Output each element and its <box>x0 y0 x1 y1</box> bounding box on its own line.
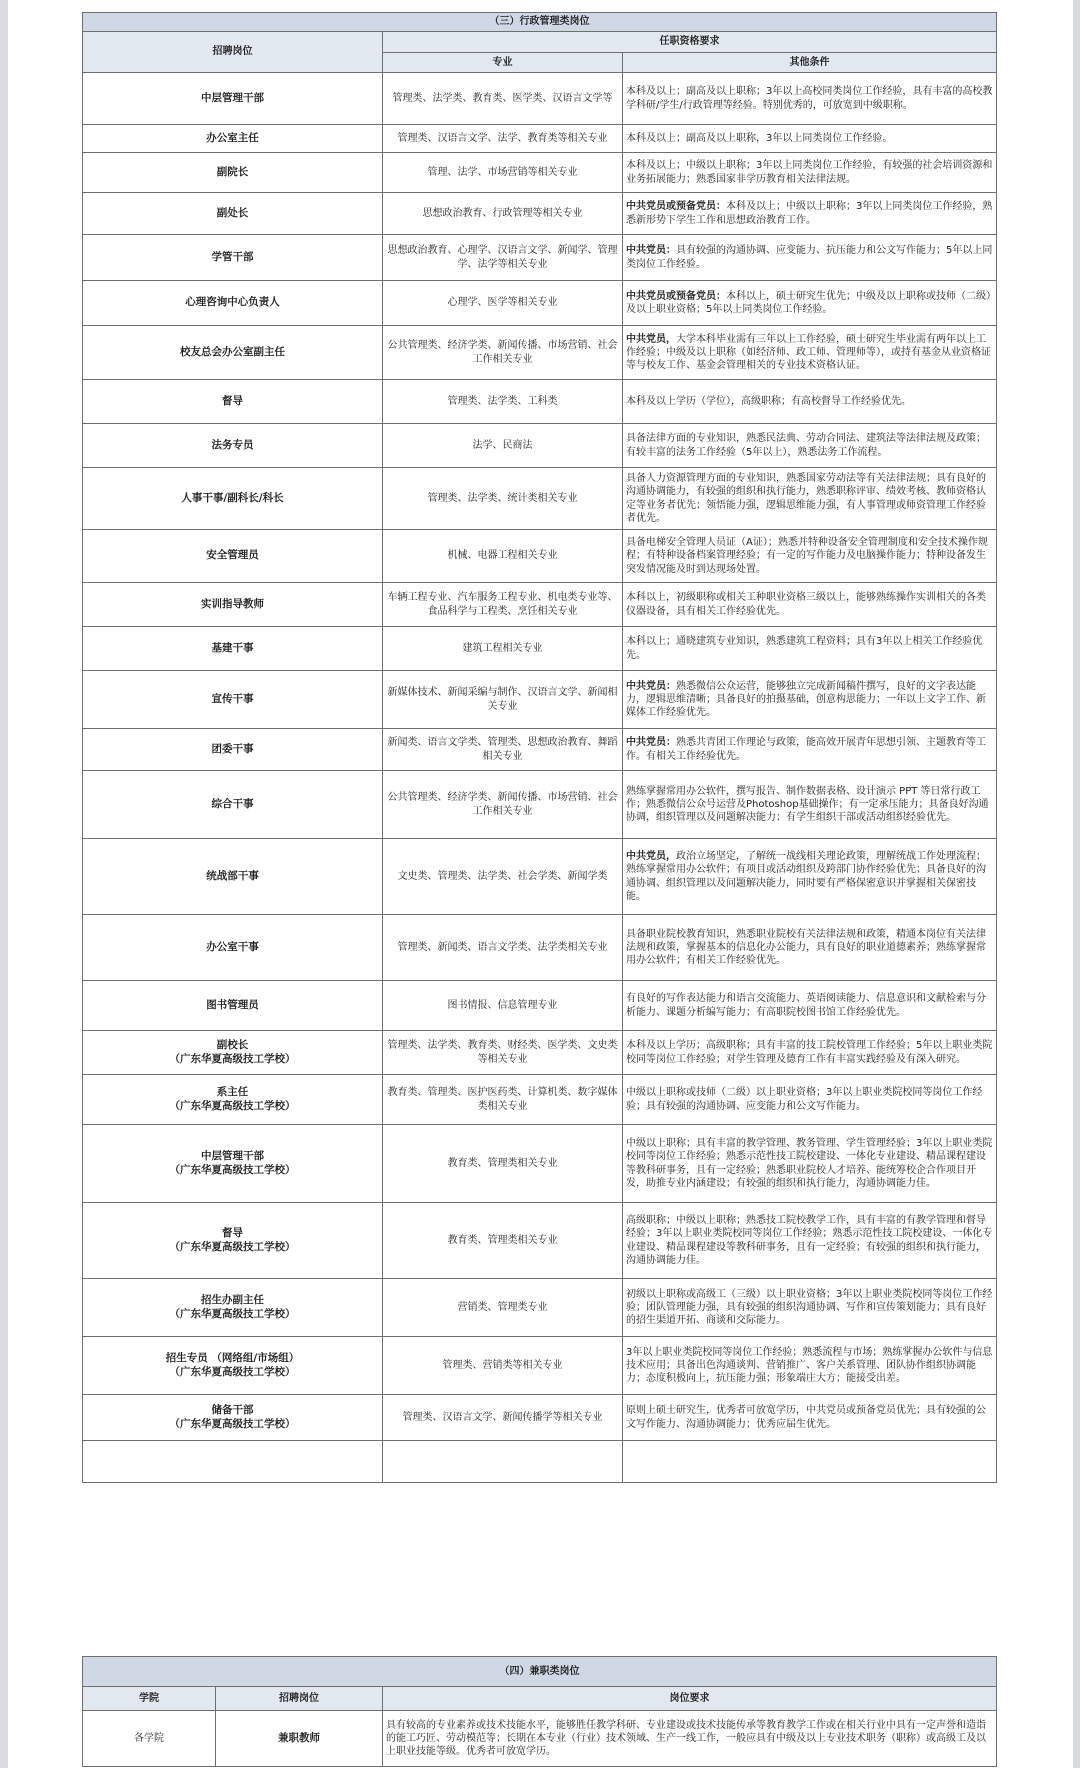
other-conditions-cell <box>623 1395 997 1441</box>
table-row <box>83 193 997 235</box>
party-requirement: 中共党员： <box>626 245 676 257</box>
other-conditions-text: 有良好的写作表达能力和语言交流能力、英语阅读能力、信息意识和文献检索与分析能力、课题分析编写能力；有高职院校图书馆工作经验优先。 <box>626 993 986 1018</box>
other-conditions-cell <box>623 915 997 981</box>
party-requirement: 中共党员， <box>626 333 676 345</box>
header-requirement: 岗位要求 <box>383 1687 997 1711</box>
major-cell: 教育类、管理类相关专业 <box>383 1203 623 1279</box>
table-row <box>83 125 997 153</box>
major-cell: 教育类、管理类相关专业 <box>383 1125 623 1203</box>
other-conditions-cell <box>623 153 997 193</box>
position-cell <box>83 380 383 424</box>
other-conditions-text: 政治立场坚定，了解统一战线相关理论政策，理解统战工作处理流程；熟练掌握常用办公软件；有项目或活动组织及跨部门协作经验优先；具备良好的沟通协调、组织管理以及问题解决能力，同时要有严格保密意识并掌握相关保密技能。 <box>626 851 986 902</box>
other-conditions-text: 高级职称；中级以上职称；熟悉技工院校教学工作，具有丰富的有教学管理和督导经验；3年以上职业类院校同等岗位工作经验；熟悉示范性技工院校建设、一体化专业建设、精品课程建设等教科研事务，且有一定经验；有较强的组织和执行能力，沟通协调能力佳。 <box>626 1215 993 1266</box>
major-cell: 车辆工程专业、汽车服务工程专业、机电类专业等、食品科学与工程类、烹饪相关专业 <box>383 583 623 627</box>
other-conditions-text: 本科及以上学历（学位），高级职称；有高校督导工作经验优先。 <box>626 395 911 407</box>
other-conditions-text: 本科及以上；副高及以上职称；3年以上高校同类岗位工作经验，具有丰富的高校教学科研/学生/行政管理等经验。特别优秀的，可放宽到中级职称。 <box>626 86 993 111</box>
position-school: （广东华夏高级技工学校） <box>169 1365 296 1378</box>
position-name: 督导 <box>222 1226 243 1239</box>
position-cell <box>83 771 383 839</box>
position-name: 法务专员 <box>211 438 254 451</box>
position-name: 督导 <box>222 394 243 407</box>
other-conditions-cell <box>623 981 997 1031</box>
major-cell: 文史类、管理类、法学类、社会学类、新闻学类 <box>383 839 623 915</box>
table-row <box>83 1031 997 1075</box>
other-conditions-text: 中级以上职称；具有丰富的教学管理、教务管理、学生管理经验；3年以上职业类院校同等岗位工作经验；熟悉示范性技工院校建设、一体化专业建设、精品课程建设等教科研事务，且有一定经验；熟悉职业院校人才培养、能统筹校企合作项目开发，助推专业内涵建设；有较强的组织和执行能力，沟通协调能力佳。 <box>626 1138 993 1189</box>
other-conditions-cell <box>623 424 997 468</box>
position-cell <box>83 193 383 235</box>
other-conditions-cell <box>623 1075 997 1125</box>
position-cell <box>83 1075 383 1125</box>
major-cell: 思想政治教育、心理学、汉语言文学、新闻学、管理学、法学等相关专业 <box>383 235 623 281</box>
other-conditions-cell <box>623 380 997 424</box>
other-conditions-text: 3年以上职业类院校同等岗位工作经验；熟悉流程与市场；熟练掌握办公软件与信息技术应用；具备出色沟通谈判、营销推广、客户关系管理、团队协作组织协调能力；态度积极向上，抗压能力强；形象端庄大方；能接受出差。 <box>626 1346 993 1385</box>
other-conditions-cell <box>623 1203 997 1279</box>
position-cell <box>83 729 383 771</box>
table-row <box>83 1203 997 1279</box>
major-cell: 管理类、法学类、教育类、医学类、汉语言文学等 <box>383 73 623 125</box>
empty-cell <box>383 1441 623 1483</box>
other-conditions-cell <box>623 125 997 153</box>
other-conditions-cell <box>623 281 997 326</box>
table-row <box>83 235 997 281</box>
other-conditions-cell <box>623 235 997 281</box>
other-conditions-cell <box>623 583 997 627</box>
other-conditions-cell <box>623 193 997 235</box>
table-row <box>83 627 997 671</box>
other-conditions-cell <box>623 1031 997 1075</box>
position-cell <box>83 627 383 671</box>
position-name: 心理咨询中心负责人 <box>185 296 280 309</box>
position-school: （广东华夏高级技工学校） <box>169 1240 296 1253</box>
major-cell: 新媒体技术、新闻采编与制作、汉语言文学、新闻相关专业 <box>383 671 623 729</box>
position-name: 中层管理干部 <box>201 91 264 104</box>
major-cell: 思想政治教育、行政管理等相关专业 <box>383 193 623 235</box>
position-cell <box>83 73 383 125</box>
other-conditions-cell <box>623 1337 997 1395</box>
position-name: 基建干事 <box>211 641 254 654</box>
position-name: 副院长 <box>216 165 249 178</box>
major-cell: 机械、电器工程相关专业 <box>383 530 623 583</box>
table-row <box>83 671 997 729</box>
other-conditions-text: 本科及以上；中级以上职称；3年以上同类岗位工作经验，有较强的社会培训资源和业务拓展能力；熟悉国家非学历教育相关法律法规。 <box>626 160 993 185</box>
table-row <box>83 281 997 326</box>
other-conditions-cell <box>623 530 997 583</box>
party-requirement: 中共党员： <box>626 737 676 749</box>
major-cell: 营销类、管理类专业 <box>383 1279 623 1337</box>
position-cell <box>83 468 383 530</box>
position-cell <box>83 1337 383 1395</box>
position-cell <box>83 915 383 981</box>
header-parttime-position: 招聘岗位 <box>216 1687 383 1711</box>
major-cell: 公共管理类、经济学类、新闻传播、市场营销、社会工作相关专业 <box>383 326 623 380</box>
other-conditions-cell <box>623 839 997 915</box>
position-name: 图书管理员 <box>206 998 259 1011</box>
major-cell: 管理类、汉语言文学、法学、教育类等相关专业 <box>383 125 623 153</box>
position-cell <box>83 125 383 153</box>
section3-title: （三）行政管理类岗位 <box>83 13 997 32</box>
table-row <box>83 326 997 380</box>
position-name: 招生办副主任 <box>201 1293 264 1306</box>
position-name: 宣传干事 <box>211 692 254 705</box>
other-conditions-text: 本科及以上学历；高级职称；具有丰富的技工院校管理工作经验；5年以上职业类院校同等岗位工作经验；对学生管理及德育工作有丰富实践经验及有深入研究。 <box>626 1040 993 1065</box>
position-name: 副处长 <box>216 206 249 219</box>
other-conditions-text: 熟练掌握常用办公软件，撰写报告、制作数据表格、设计演示 PPT 等日常行政工作；熟悉微信公众号运营及Photoshop基础操作；有一定承压能力；具备良好沟通协调，组织管理以及问题解决能力；有学生组织干部或活动组织经验优先。 <box>626 785 989 824</box>
other-conditions-text: 具备电梯安全管理人员证（A证）；熟悉并特种设备安全管理制度和安全技术操作规程；有特种设备档案管理经验；有一定的写作能力及电脑操作能力；特种设备发生突发情况能及时到达现场处置。 <box>626 537 988 575</box>
major-cell: 教育类、管理类、医护医药类、计算机类、数字媒体类相关专业 <box>383 1075 623 1125</box>
position-cell <box>83 1203 383 1279</box>
major-cell: 管理类、法学类、工科类 <box>383 380 623 424</box>
other-conditions-text: 具备人力资源管理方面的专业知识，熟悉国家劳动法等有关法律法规；具有良好的沟通协调能力，有较强的组织和执行能力，熟悉职称评审、绩效考核、教师资格认定等业务者优先；领悟能力强，逻辑思维能力强，有人事管理或师资管理工作经验者优先。 <box>626 473 986 524</box>
position-school: （广东华夏高级技工学校） <box>169 1307 296 1320</box>
other-conditions-text: 大学本科毕业需有三年以上工作经验，硕士研究生毕业需有两年以上工作经验；中级及以上职称（如经济师、政工师、管理师等），或持有基金从业资格证等与校友工作、基金会管理相关的专业技术资格认证。 <box>626 333 991 372</box>
party-requirement: 中共党员或预备党员： <box>626 290 726 302</box>
position-name: 办公室干事 <box>206 940 259 953</box>
position-cell <box>83 1395 383 1441</box>
position-name: 团委干事 <box>211 742 254 755</box>
table-row <box>83 915 997 981</box>
other-conditions-cell <box>623 627 997 671</box>
position-name: 招生专员 （网络组/市场组） <box>165 1351 300 1364</box>
table-row <box>83 530 997 583</box>
table-row <box>83 1711 997 1767</box>
other-conditions-cell <box>623 1125 997 1203</box>
position-name: 中层管理干部 <box>201 1149 264 1162</box>
header-major: 专业 <box>383 53 623 73</box>
position-cell <box>83 153 383 193</box>
major-cell: 管理类、法学类、教育类、财经类、医学类、文史类等相关专业 <box>383 1031 623 1075</box>
position-cell <box>83 1031 383 1075</box>
spacer-row <box>83 1441 997 1483</box>
other-conditions-text: 熟悉微信公众运营，能够独立完成新闻稿件撰写，良好的文字表达能力，逻辑思维清晰；具备良好的拍摄基础，创意构思能力；一年以上文字工作、新媒体工作经验优先。 <box>626 680 986 719</box>
table-row <box>83 1075 997 1125</box>
header-requirements: 任职资格要求 <box>383 32 997 53</box>
admin-positions-table <box>82 12 997 1483</box>
other-conditions-cell <box>623 468 997 530</box>
other-conditions-text: 本科及以上；副高及以上职称，3年以上同类岗位工作经验。 <box>626 132 893 144</box>
party-requirement: 中共党员或预备党员： <box>626 201 726 213</box>
major-cell: 公共管理类、经济学类、新闻传播、市场营销、社会工作相关专业 <box>383 771 623 839</box>
other-conditions-cell <box>623 1279 997 1337</box>
other-conditions-text: 熟悉共青团工作理论与政策，能高效开展青年思想引领、主题教育等工作。有相关工作经验优先。 <box>626 737 986 762</box>
major-cell: 管理、法学、市场营销等相关专业 <box>383 153 623 193</box>
position-name: 安全管理员 <box>206 549 259 562</box>
position-name: 储备干部 <box>211 1403 254 1416</box>
position-cell <box>83 281 383 326</box>
position-cell <box>83 1279 383 1337</box>
position-school: （广东华夏高级技工学校） <box>169 1417 296 1430</box>
major-cell: 心理学、医学等相关专业 <box>383 281 623 326</box>
parttime-requirement-cell: 具有较高的专业素养或技术技能水平，能够胜任教学科研、专业建设或技术技能传承等教育教学工作或在相关行业中具有一定声誉和造诣的能工巧匠、劳动模范等；长期在本专业（行业）技术领域、生产一线工作，一般应具有中级及以上专业技术职务（职称）或高级工及以上职业技能等级。优秀者可放宽学历。 <box>383 1711 997 1767</box>
parttime-position-cell: 兼职教师 <box>216 1711 383 1767</box>
position-name: 副校长 <box>216 1038 249 1051</box>
position-school: （广东华夏高级技工学校） <box>169 1163 296 1176</box>
major-cell: 管理类、营销类等相关专业 <box>383 1337 623 1395</box>
major-cell: 新闻类、语言文学类、管理类、思想政治教育、舞蹈相关专业 <box>383 729 623 771</box>
other-conditions-text: 原则上硕士研究生，优秀者可放宽学历，中共党员或预备党员优先；具有较强的公文写作能力、沟通协调能力；优秀应届生优先。 <box>626 1405 986 1430</box>
section4-title: （四）兼职类岗位 <box>83 1657 997 1687</box>
other-conditions-cell <box>623 771 997 839</box>
table-row <box>83 380 997 424</box>
position-cell <box>83 671 383 729</box>
party-requirement: 中共党员： <box>626 680 676 692</box>
table-row <box>83 839 997 915</box>
position-name: 校友总会办公室副主任 <box>180 345 285 358</box>
other-conditions-text: 本科及以上；中级以上职称；3年以上同类岗位工作经验，熟悉新形势下学生工作和思想政治教育工作。 <box>626 201 993 226</box>
position-name: 实训指导教师 <box>201 597 264 610</box>
position-school: （广东华夏高级技工学校） <box>169 1052 296 1065</box>
position-cell <box>83 424 383 468</box>
table-row <box>83 153 997 193</box>
empty-cell <box>83 1441 383 1483</box>
position-cell <box>83 981 383 1031</box>
college-cell: 各学院 <box>83 1711 216 1767</box>
position-name: 统战部干事 <box>206 869 259 882</box>
position-name: 综合干事 <box>211 797 254 810</box>
other-conditions-text: 具备职业院校教育知识，熟悉职业院校有关法律法规和政策，精通本岗位有关法律法规和政策，掌握基本的信息化办公能力，具有良好的职业道德素养；熟练掌握常用办公软件；有相关工作经验优先。 <box>626 928 986 967</box>
table-row <box>83 583 997 627</box>
position-cell <box>83 235 383 281</box>
other-conditions-text: 具备法律方面的专业知识，熟悉民法典、劳动合同法、建筑法等法律法规及政策；有较丰富的法务工作经验（5年以上），熟悉法务工作流程。 <box>626 433 986 458</box>
position-name: 办公室主任 <box>206 131 259 144</box>
major-cell: 管理类、法学类、统计类相关专业 <box>383 468 623 530</box>
other-conditions-text: 本科以上，初级职称或相关工种职业资格三级以上，能够熟练操作实训相关的各类仪器设备，具有相关工作经验优先。 <box>626 592 986 617</box>
table-row <box>83 729 997 771</box>
other-conditions-cell <box>623 729 997 771</box>
other-conditions-text: 本科以上，硕士研究生优先；中级及以上职称或技师（二级）及以上职业资格；5年以上同类岗位工作经验。 <box>626 290 991 315</box>
header-position: 招聘岗位 <box>83 32 383 73</box>
other-conditions-cell <box>623 73 997 125</box>
table-row <box>83 424 997 468</box>
position-school: （广东华夏高级技工学校） <box>169 1099 296 1112</box>
table-row <box>83 1279 997 1337</box>
position-name: 系主任 <box>216 1085 249 1098</box>
empty-cell <box>623 1441 997 1483</box>
major-cell: 管理类、新闻类、语言文学类、法学类相关专业 <box>383 915 623 981</box>
major-cell: 法学、民商法 <box>383 424 623 468</box>
header-college: 学院 <box>83 1687 216 1711</box>
other-conditions-text: 初级以上职称或高级工（三级）以上职业资格；3年以上职业类院校同等岗位工作经验；团队管理能力强，具有较强的组织沟通协调、写作和宣传策划能力；具有良好的招生渠道开拓、商谈和交际能力。 <box>626 1288 993 1327</box>
position-cell <box>83 839 383 915</box>
major-cell: 图书情报、信息管理专业 <box>383 981 623 1031</box>
table-row <box>83 981 997 1031</box>
other-conditions-cell <box>623 671 997 729</box>
table-row <box>83 1395 997 1441</box>
position-cell <box>83 583 383 627</box>
position-cell <box>83 326 383 380</box>
major-cell: 建筑工程相关专业 <box>383 627 623 671</box>
table-row <box>83 1125 997 1203</box>
other-conditions-text: 具有较强的沟通协调、应变能力、抗压能力和公文写作能力；5年以上同类岗位工作经验。 <box>626 245 993 270</box>
other-conditions-text: 中级以上职称或技师（二级）以上职业资格；3年以上职业类院校同等岗位工作经验；具有较强的沟通协调、应变能力和公文写作能力。 <box>626 1087 983 1112</box>
position-name: 学管干部 <box>211 250 254 263</box>
major-cell: 管理类、汉语言文学、新闻传播学等相关专业 <box>383 1395 623 1441</box>
position-cell <box>83 1125 383 1203</box>
party-requirement: 中共党员， <box>626 851 676 863</box>
table-row <box>83 468 997 530</box>
other-conditions-text: 本科以上；通晓建筑专业知识，熟悉建筑工程资料；具有3年以上相关工作经验优先。 <box>626 636 983 661</box>
header-other: 其他条件 <box>623 53 997 73</box>
table-row <box>83 771 997 839</box>
table-row <box>83 1337 997 1395</box>
parttime-positions-table <box>82 1656 997 1767</box>
position-name: 人事干事/副科长/科长 <box>181 491 284 504</box>
other-conditions-cell <box>623 326 997 380</box>
position-cell <box>83 530 383 583</box>
table-row <box>83 73 997 125</box>
